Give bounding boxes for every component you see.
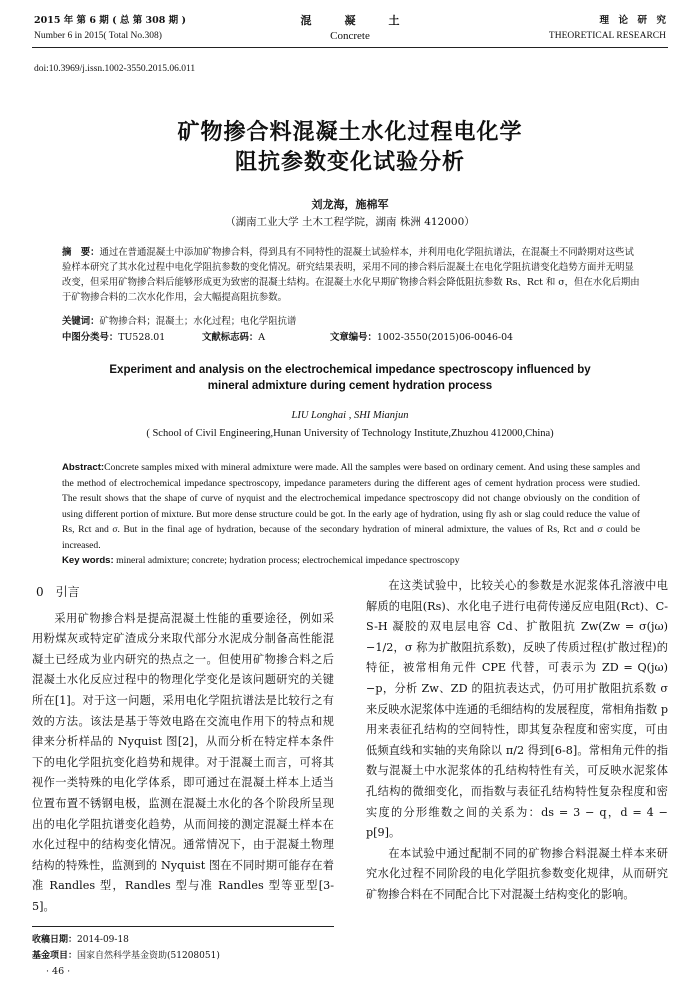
body-left-column (32, 582, 334, 918)
en-abstract-text: Concrete samples mixed with mineral admixture were made. All the samples were based on ordinary cement. And using these samples and the method of electrochemical impedance spectroscopy, impedance parameters during the different ages of cement hydration process were studied. The result shows that the shape of curve of nyquist and the electrochemical impedance spectroscopy did not change obviously on the condition of using different portion of mixture. But more dense structure could be got. In the early age of hydration, using fly ash or slag could reduce the value of Rs, Rct and σ. But in the final age of hydration, because of the secondary hydration of mineral admixture, the values of Rs, Rct and σ could be increased. (62, 462, 640, 551)
journal-name-en: Concrete (330, 30, 370, 42)
received-label: 收稿日期： (32, 935, 78, 945)
clc-value: TU528.01 (118, 332, 166, 343)
zh-abstract-text: 通过在普通混凝土中添加矿物掺合料，得到具有不同特性的混凝土试验样本，并利用电化学阻抗谱法，在混凝土不同龄期对这些试验样本研究了其水化过程中电化学阻抗参数的变化情况。研究结果表明，采用不同的掺合料后混凝土在电化学阻抗谱变化趋势方面并无明显改变，但采用矿物掺合料后能够形成更为致密的混凝土结构。在混凝土水化早期矿物掺合料会降低阻抗参数 Rs、Rct 和 σ，但在水化后期由于矿物掺合料的二次水化作用，会大幅提高阻抗参数。 (62, 247, 640, 303)
received-date (32, 932, 129, 945)
clc-number (62, 329, 165, 343)
zh-keywords (62, 313, 296, 327)
fund-label: 基金项目： (32, 951, 78, 961)
zh-abstract-label: 摘 要： (62, 247, 100, 258)
intro-paragraph-1: 采用矿物掺合料是提高混凝土性能的重要途径，例如采用粉煤灰或特定矿渣成分来取代部分水泥成分制备高性能混凝土已经成为业内研究的热点之一。但使用矿物掺合料之后混凝土水化反应过程中的物理化学变化是该问题研究的关键所在[1]。对于这一问题，采用电化学阻抗谱法是比较行之有效的方法。该法是基于等效电路在交流电作用下的特点和规律来分析样品的 Nyquist 图[2]，从而分析在特定样本条件下的电化学阻抗变化趋势和规律。对于混凝土而言，可将其视作一类特殊的电化学体系，即可通过在混凝土样本上适当位置布置不锈钢电极，监测在混凝土水化的各个阶段所呈现出的电化学阻抗谱变化趋势，从而间接的测定混凝土样本在水化过程中的结构变化情况。通常情况下，由于混凝土物理结构的特殊性，监测到的 Nyquist 图在不同时期可能存在着准 Randles 型，Randles 型与准 Randles 型等亚型[3-5]。 (32, 611, 334, 913)
en-keywords-label: Key words: (62, 555, 114, 566)
fund-info (32, 948, 220, 961)
en-authors: LIU Longhai , SHI Mianjun (291, 410, 409, 421)
en-affiliation: ( School of Civil Engineering,Hunan University of Technology Institute,Zhuzhou 412000,China) (146, 428, 554, 439)
en-abstract (62, 460, 640, 569)
article-label: 文章编号： (330, 332, 377, 343)
journal-name-cn: 混 凝 土 (300, 14, 400, 27)
body-right-column (366, 576, 668, 906)
journal-issue-en: Number 6 in 2015( Total No.308) (34, 31, 162, 41)
doc-label: 文献标志码： (202, 332, 259, 343)
authors: 刘龙海，施棉军 (311, 198, 389, 211)
intro-paragraph-3: 在本试验中通过配制不同的矿物掺合料混凝土样本来研究水化过程不同阶段的电化学阻抗参数变化规律，从而研究矿物掺合料在不同配合比下对混凝土结构变化的影响。 (366, 846, 668, 901)
doc-code (202, 329, 265, 343)
doi: doi:10.3969/j.issn.1002-3550.2015.06.011 (34, 64, 196, 74)
received-value: 2014-09-18 (77, 935, 129, 945)
doc-value: A (258, 332, 266, 343)
article-number (330, 329, 513, 343)
affiliation: （湖南工业大学 土木工程学院，湖南 株洲 412000） (225, 216, 475, 228)
footnote-rule (32, 926, 334, 927)
en-title: Experiment and analysis on the electrochemical impedance spectroscopy influenced by mineral admixture during cement hydration process (109, 364, 591, 392)
header-rule (32, 47, 668, 48)
section-type-cn: 理 论 研 究 (599, 15, 666, 26)
en-abstract-label: Abstract: (62, 462, 105, 473)
en-keywords (62, 553, 640, 569)
page-number: · 46 · (46, 966, 71, 977)
zh-keywords-label: 关键词： (62, 316, 100, 327)
journal-issue-cn: 2015 年 第 6 期 ( 总 第 308 期 ) (34, 15, 186, 26)
article-value: 1002-3550(2015)06-0046-04 (376, 332, 514, 343)
title-line-1: 矿物掺合料混凝土水化过程电化学 (177, 120, 523, 145)
zh-keywords-text: 矿物掺合料；混凝土；水化过程；电化学阻抗谱 (99, 316, 297, 327)
section-type-en: THEORETICAL RESEARCH (548, 31, 666, 41)
clc-label: 中图分类号： (62, 332, 119, 343)
title-line-2: 阻抗参数变化试验分析 (234, 150, 465, 175)
en-keywords-text: mineral admixture; concrete; hydration process; electrochemical impedance spectroscopy (116, 555, 460, 566)
fund-value: 国家自然科学基金资助(51208051) (77, 951, 220, 961)
zh-abstract (62, 245, 640, 305)
section-heading-intro: 0 引言 (36, 585, 80, 599)
intro-paragraph-2: 在这类试验中，比较关心的参数是水泥浆体孔溶液中电解质的电阻(Rs)、水化电子进行电荷传递反应电阻(Rct)、C-S-H 凝胶的双电层电容 Cd、扩散阻抗 Zw(Zw = σ(jω)−1/2，σ 称为扩散阻抗系数)，反映了传质过程(扩散过程)的特征，被常相角元件 CPE 代替，可表示为 ZD = Q(jω)−p，分析 Zw、ZD 的阻抗表达式，仍可用扩散阻抗系数 σ 来反映水泥浆体中连通的毛细结构的发展程度，常相角指数 p 用来表征孔结构的空间特性，即其复杂程度和密实度，可由低频直线和实轴的夹角除以 π/2 得到[6-8]。常相角元件的指数与混凝土中水泥浆体的孔结构特性有关，可反映水泥浆体孔结构的微细变化，而指数与表征孔结构特性复杂程度和密实度的分形维数之间的关系为：ds = 3 − q，d = 4 − p[9]。 (366, 579, 668, 840)
